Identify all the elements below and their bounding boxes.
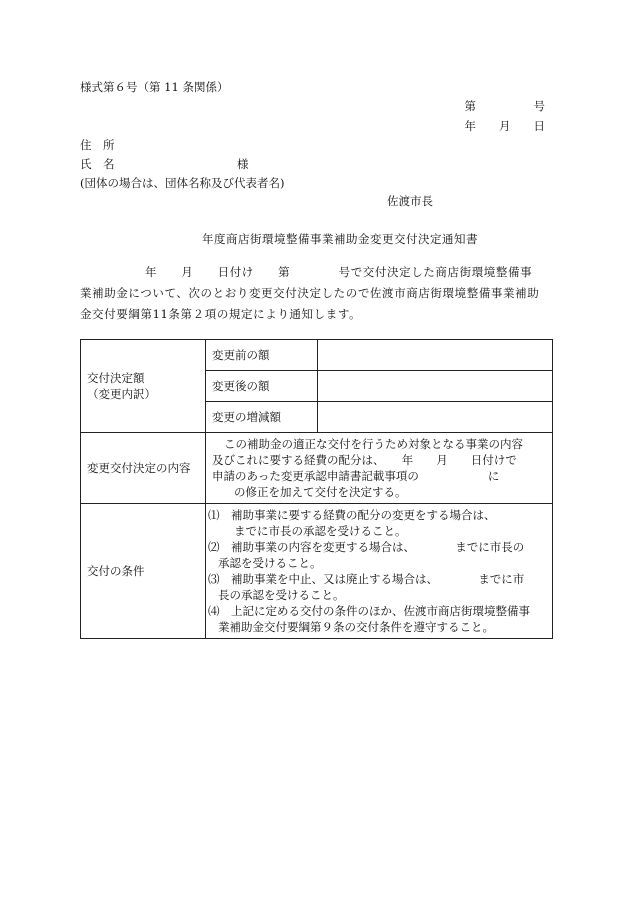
address-label: 住 所 [80,138,115,152]
issuer: 佐渡市長 [387,194,433,208]
change-decision-content: この補助金の適正な交付を行うため対象となる事業の内容 及びこれに要する経費の配分は、 年 月 日付けで 申請のあった変更承認申請書記載事項の に の修正を加えて交付を決定する。 [206,433,553,504]
amount-after-label: 変更後の額 [206,371,318,402]
document-date: 年 月 日 [464,119,545,133]
conditions-label: 交付の条件 [81,504,206,639]
body-paragraph [80,262,555,325]
organization-note: (団体の場合は、団体名称及び代表者名) [80,176,285,190]
change-decision-label: 変更交付決定の内容 [81,433,206,504]
conditions-content: ⑴ 補助事業に要する経費の配分の変更をする場合は、 までに市長の承認を受けること。 ⑵ 補助事業の内容を変更する場合は、 までに市長の 承認を受けること。 ⑶ 補助事業を中止、又は廃止する場合は、 までに市 長の承認を受けること。 ⑷ 上記に定める交付の条件のほか、佐渡市商店街環境整備事 業補助金交付要綱第９条の交付条件を遵守すること。 [206,504,553,639]
notice-table [80,339,553,639]
body-line: 業補助金について、次のとおり変更交付決定したので佐渡市商店街環境整備事業補助 [80,286,540,300]
document-number: 第 号 [464,99,545,113]
amount-before-label: 変更前の額 [206,340,318,371]
honorific: 様 [237,157,249,171]
body-line: 年 月 日付け 第 号で交付決定した商店街環境整備事 [145,265,533,279]
amount-diff-label: 変更の増減額 [206,402,318,433]
form-number: 様式第６号（第 11 条関係） [80,80,229,94]
name-label: 氏 名 [80,157,115,171]
grant-amount-label: 交付決定額 （変更内訳） [81,340,206,433]
amount-after-value [318,371,553,402]
amount-before-value [318,340,553,371]
body-line: 金交付要綱第11条第２項の規定により通知します。 [80,307,362,321]
document-title: 年度商店街環境整備事業補助金変更交付決定通知書 [202,232,478,246]
amount-diff-value [318,402,553,433]
